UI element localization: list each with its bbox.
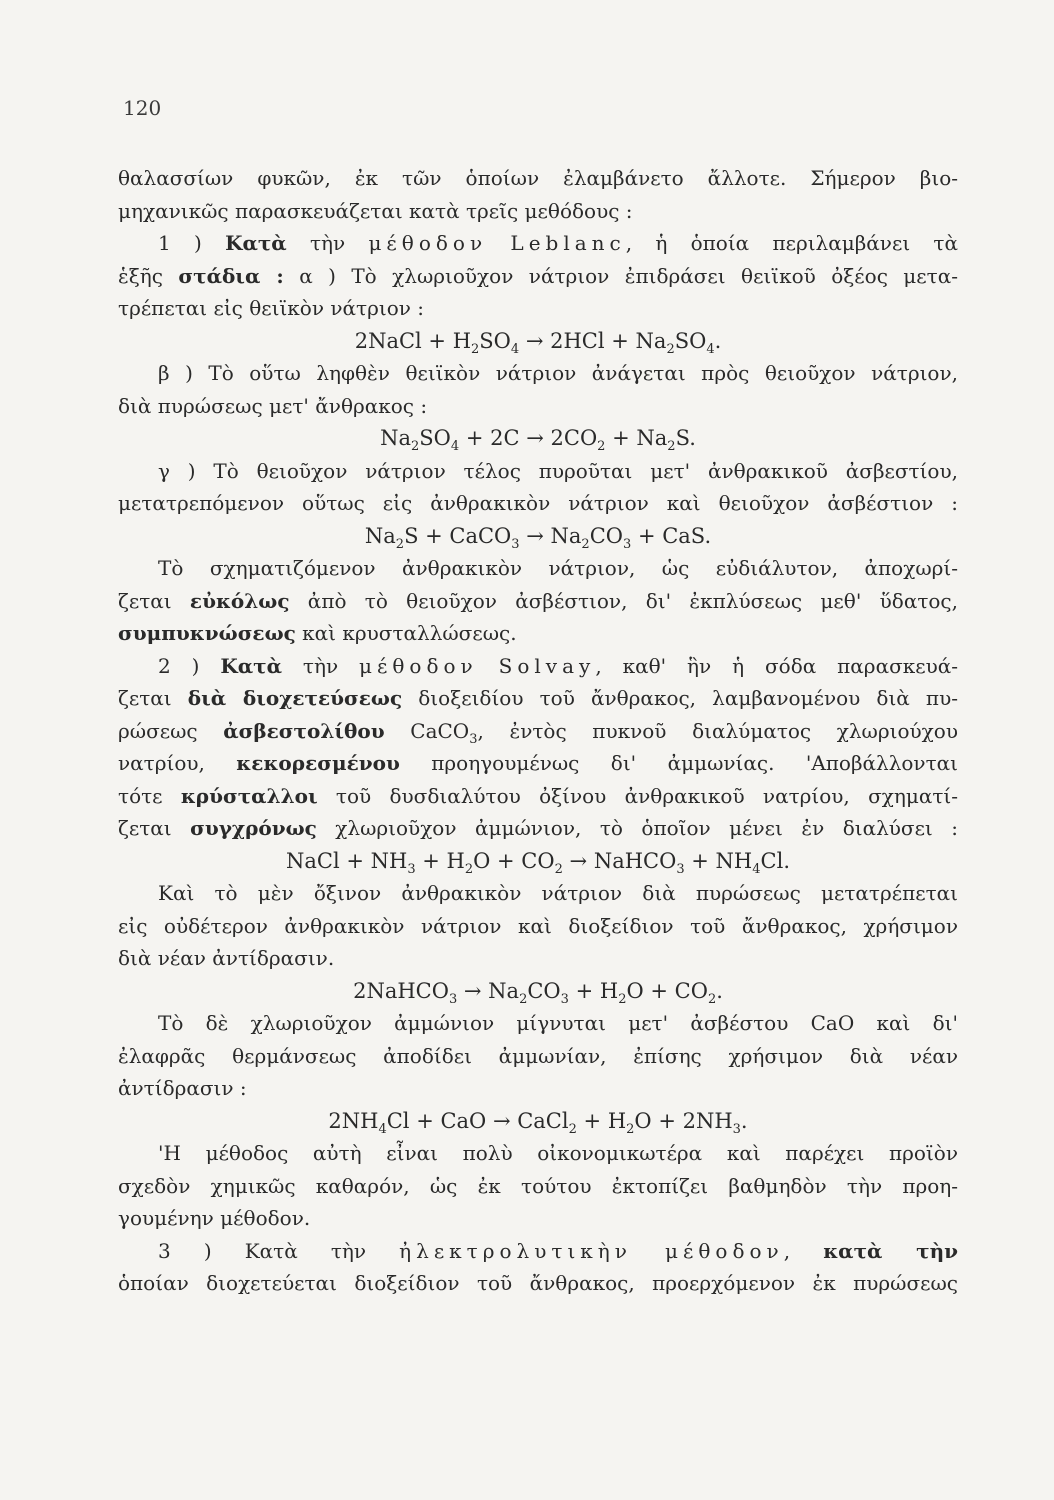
text-line: ἐλαφρᾶς θερμάνσεως ἀποδίδει ἀμμωνίαν, ἐπίσης χρήσιμον διὰ νέαν	[118, 1043, 958, 1068]
text-line: διὰ πυρώσεως μετ' ἄνθρακος :	[118, 393, 428, 418]
text-line: 'Η μέθοδος αὐτὴ εἶναι πολὺ οἰκονομικωτέρα καὶ παρέχει προϊὸν	[158, 1141, 958, 1165]
text-line: ἑξῆς στάδια : α ) Τὸ χλωριοῦχον νάτριον ἐπιδράσει θειϊκοῦ ὀξέος μετα-	[118, 263, 958, 288]
text-line: 1 ) Κατὰ τὴν μέθοδον Leblanc, ἡ ὁποία περιλαμβάνει τὰ	[158, 231, 958, 255]
text-line: σχεδὸν χημικῶς καθαρόν, ὡς ἐκ τούτου ἐκτοπίζει βαθμηδὸν τὴν προη-	[118, 1173, 958, 1198]
text-line: τρέπεται εἰς θειϊκὸν νάτριον :	[118, 296, 424, 320]
text-line: ζεται διὰ διοχετεύσεως διοξειδίου τοῦ ἄνθρακος, λαμβανομένου διὰ πυ-	[118, 686, 958, 710]
text-line: 2 ) Κατὰ τὴν μέθοδον Solvay, καθ' ἣν ἡ σόδα παρασκευά-	[158, 653, 958, 678]
text-line: β ) Τὸ οὕτω ληφθὲν θειϊκὸν νάτριον ἀνάγεται πρὸς θειοῦχον νάτριον,	[158, 361, 958, 385]
text-line: διὰ νέαν ἀντίδρασιν.	[118, 946, 335, 970]
text-line: τότε κρύσταλλοι τοῦ δυσδιαλύτου ὀξίνου ἀνθρακικοῦ νατρίου, σχηματί-	[118, 783, 958, 808]
chemical-equation: $2NH_4Cl$ + CaO → CaCl$_2$ + $H_2O + 2NH_3$.	[328, 1108, 748, 1137]
text-line: εἰς οὐδέτερον ἀνθρακικὸν νάτριον καὶ διοξείδιον τοῦ ἄνθρακος, χρήσιμον	[118, 913, 958, 938]
chemical-equation: 2NaCl + $H_2SO_4 \to 2HCl + Na_2SO_4$.	[354, 328, 722, 357]
text-line: συμπυκνώσεως καὶ κρυσταλλώσεως.	[118, 621, 517, 645]
text-line: γ ) Τὸ θειοῦχον νάτριον τέλος πυροῦται μετ' ἀνθρακικοῦ ἀσβεστίου,	[158, 458, 958, 483]
chemical-equation: $Na_2S$ + CaCO$_3$ → $Na_2CO_3$ + CaS.	[364, 523, 712, 552]
text-line: μετατρεπόμενον οὕτως εἰς ἀνθρακικὸν νάτριον καὶ θειοῦχον ἀσβέστιον :	[118, 491, 958, 515]
text-line: ὁποίαν διοχετεύεται διοξείδιον τοῦ ἄνθρακος, προερχόμενον ἐκ πυρώσεως	[118, 1271, 958, 1295]
text-line: ρώσεως ἀσβεστολίθου CaCO$_3$, ἐντὸς πυκνοῦ διαλύματος χλωριούχου	[118, 718, 958, 747]
chemical-equation: $Na_2SO_4 + 2C \to 2CO_2 + Na_2S$.	[380, 426, 696, 455]
text-line: Τὸ δὲ χλωριοῦχον ἀμμώνιον μίγνυται μετ' ἀσβέστου CaO καὶ δι'	[158, 1011, 958, 1035]
chemical-equation: NaCl + $NH_3 + H_2O + CO_2$ → NaHCO$_3$ + $NH_4Cl$.	[285, 848, 790, 877]
body-text	[118, 162, 958, 1300]
text-line: γουμένην μέθοδον.	[118, 1206, 311, 1230]
text-line: νατρίου, κεκορεσμένου προηγουμένως δι' ἀμμωνίας. 'Αποβάλλονται	[118, 751, 958, 775]
text-line: 3 ) Κατὰ τὴν ἠλεκτρολυτικὴν μέθοδον, κατὰ τὴν	[158, 1238, 958, 1263]
text-line: Τὸ σχηματιζόμενον ἀνθρακικὸν νάτριον, ὡς εὐδιάλυτον, ἀποχωρί-	[158, 556, 958, 580]
text-line: ζεται συγχρόνως χλωριοῦχον ἀμμώνιον, τὸ ὁποῖον μένει ἐν διαλύσει :	[118, 816, 958, 840]
text-line: Καὶ τὸ μὲν ὄξινον ἀνθρακικὸν νάτριον διὰ πυρώσεως μετατρέπεται	[158, 881, 958, 905]
text-line: θαλασσίων φυκῶν, ἐκ τῶν ὁποίων ἐλαμβάνετο ἄλλοτε. Σήμερον βιο-	[118, 166, 958, 190]
text-line: μηχανικῶς παρασκευάζεται κατὰ τρεῖς μεθόδους :	[118, 198, 633, 223]
text-line: ζεται εὐκόλως ἀπὸ τὸ θειοῦχον ἀσβέστιον, δι' ἐκπλύσεως μεθ' ὕδατος,	[118, 588, 958, 613]
page-number: 120	[123, 96, 162, 120]
text-line: ἀντίδρασιν :	[118, 1076, 247, 1100]
chemical-equation: 2NaHCO$_3$ → $Na_2CO_3 + H_2O + CO_2$.	[353, 978, 723, 1007]
